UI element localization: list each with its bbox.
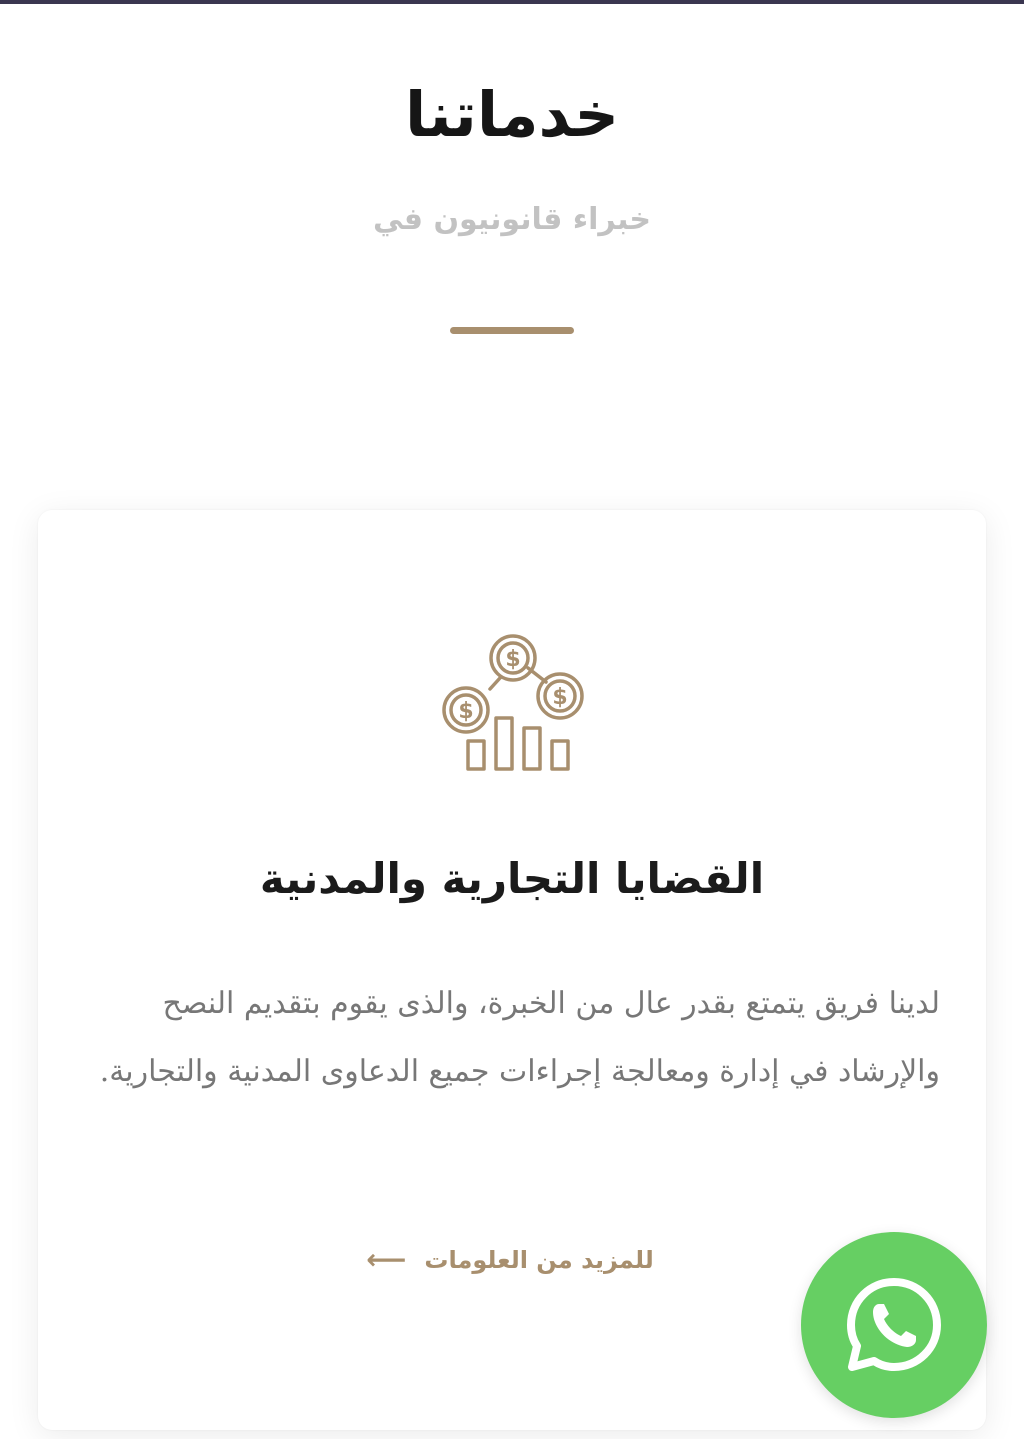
- money-growth-icon: [438, 628, 588, 778]
- whatsapp-button[interactable]: [801, 1232, 987, 1418]
- svg-text:$: $: [458, 699, 474, 724]
- arrow-left-icon: ⟵: [366, 1243, 407, 1276]
- service-description: لدينا فريق يتمتع بقدر عال من الخبرة، والذى يقوم بتقديم النصح والإرشاد في إدارة ومعالجة إجراءات جميع الدعاوى المدنية والتجارية.: [99, 986, 940, 1089]
- svg-text:$: $: [552, 685, 568, 710]
- more-info-link[interactable]: [360, 1236, 660, 1284]
- svg-text:$: $: [505, 647, 521, 672]
- more-info-label: للمزيد من العلومات: [424, 1246, 654, 1274]
- top-border-strip: [0, 0, 1024, 4]
- whatsapp-icon: [839, 1270, 949, 1380]
- section-title: خدماتنا: [404, 78, 620, 151]
- section-subtitle: خبراء قانونيون في: [373, 202, 651, 237]
- title-divider: [450, 327, 574, 334]
- service-title: القضايا التجارية والمدنية: [259, 854, 765, 903]
